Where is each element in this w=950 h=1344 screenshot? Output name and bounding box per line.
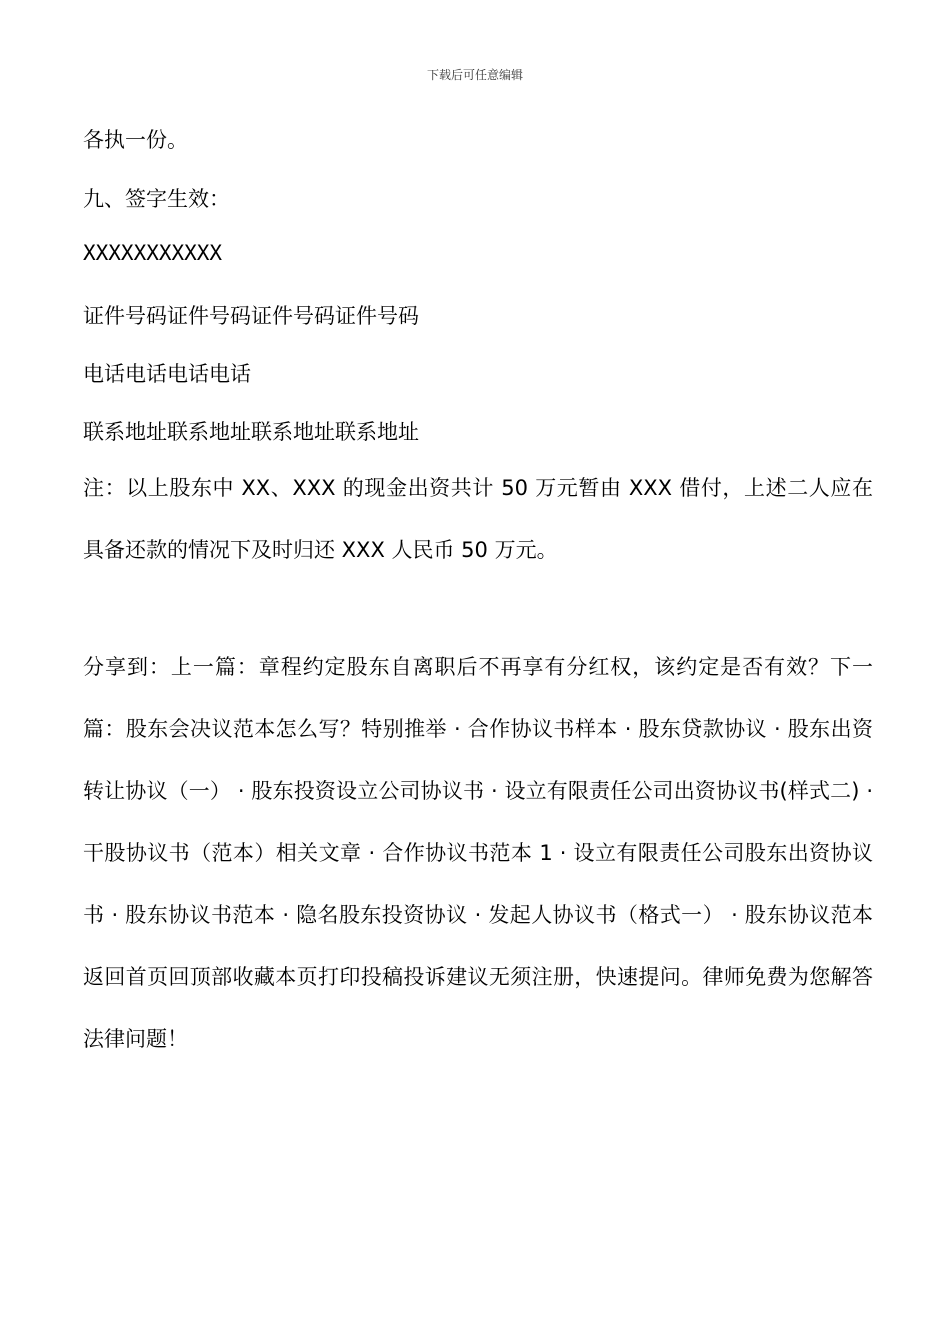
note-paragraph <box>83 457 873 581</box>
page-header: 下载后可任意编辑 <box>426 68 523 82</box>
signature-placeholder: XXXXXXXXXXX <box>83 241 223 265</box>
related-links-text[interactable]: 分享到：上一篇：章程约定股东自离职后不再享有分红权，该约定是否有效？下一篇：股东会决议范本怎么写？特别推举 · 合作协议书样本 · 股东贷款协议 · 股东出资转让协议（一） · 股东投资设立公司协议书 · 设立有限责任公司出资协议书(样式二) · 干股协议书（范本）相关文章 · 合作协议书范本 1 · 设立有限责任公司股东出资协议书 · 股东协议书范本 · 隐名股东投资协议 · 发起人协议书（格式一） · 股东协议范本返回首页回顶部收藏本页打印投稿投诉建议无须注册，快速提问。律师免费为您解答法律问题！ <box>83 655 873 1051</box>
text-line: 各执一份。 <box>83 128 188 152</box>
related-links-paragraph <box>83 636 873 1070</box>
id-number-field: 证件号码证件号码证件号码证件号码 <box>83 304 419 328</box>
phone-field: 电话电话电话电话 <box>83 362 251 386</box>
note-text: 注：以上股东中 XX、XXX 的现金出资共计 50 万元暂由 XXX 借付，上述二人应在具备还款的情况下及时归还 XXX 人民币 50 万元。 <box>83 476 873 562</box>
address-field: 联系地址联系地址联系地址联系地址 <box>83 420 419 444</box>
section-heading: 九、签字生效： <box>83 187 230 211</box>
